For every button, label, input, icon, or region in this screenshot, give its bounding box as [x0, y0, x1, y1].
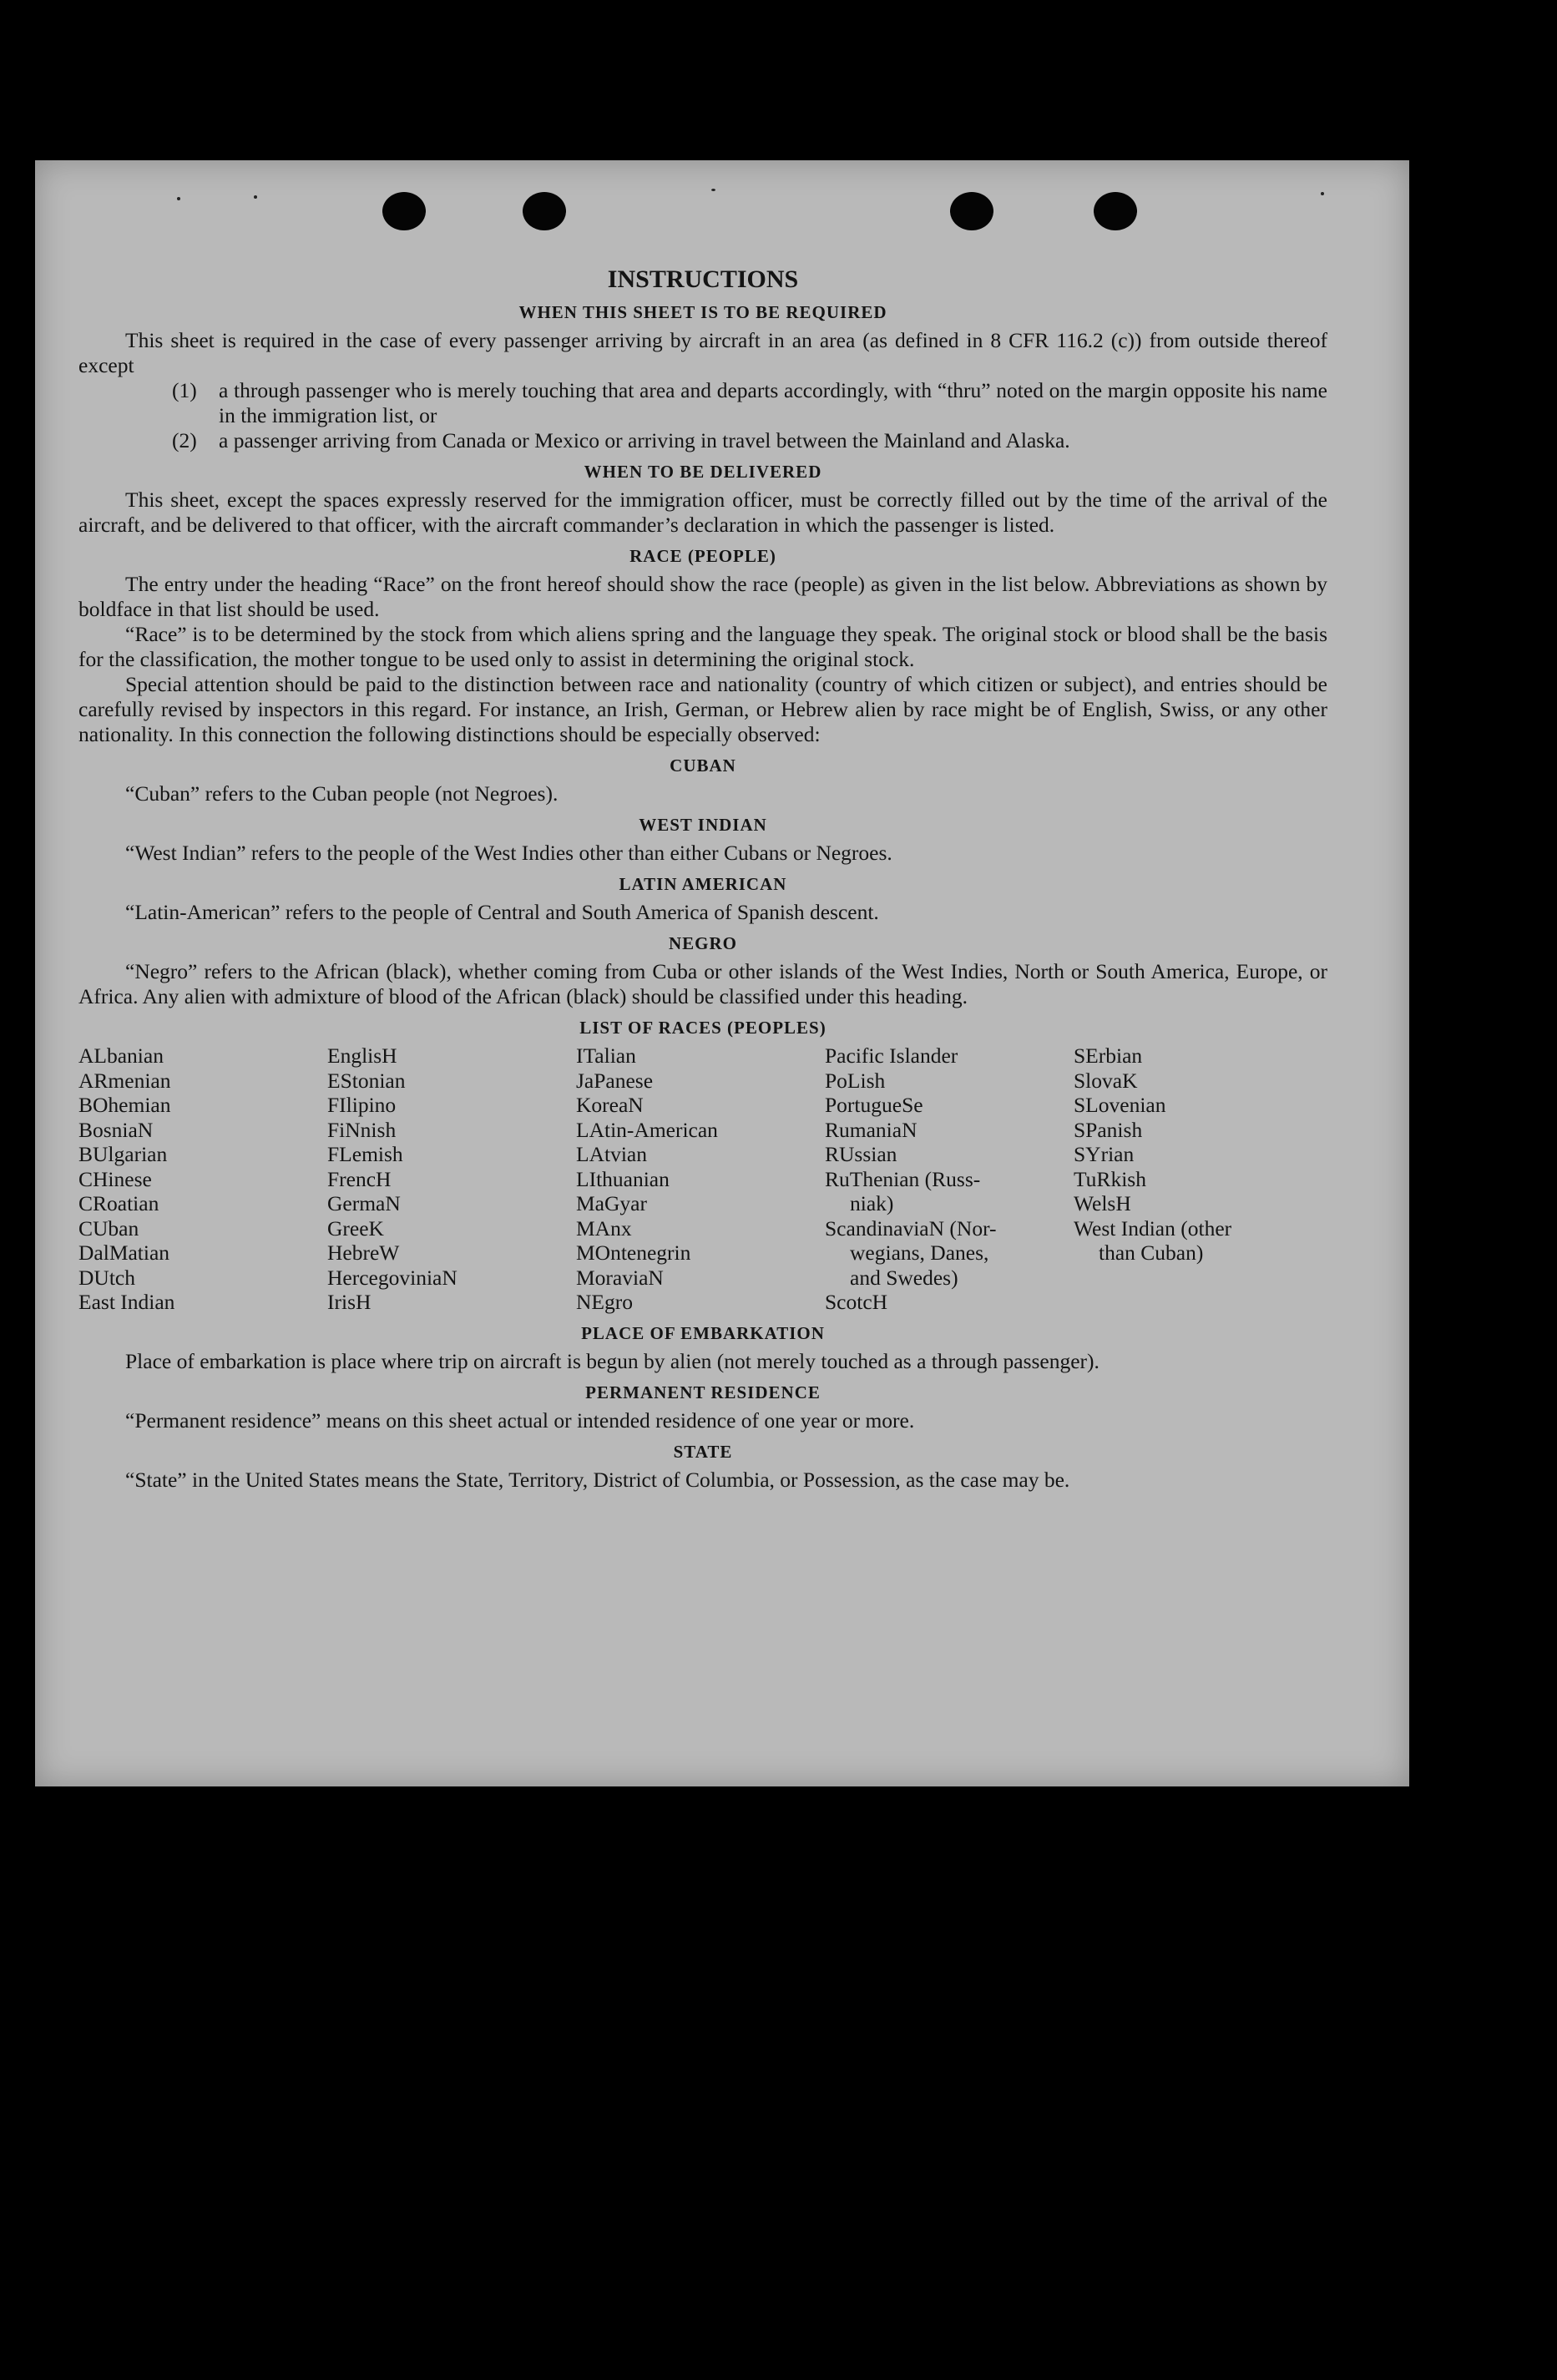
race-entry: BUlgarian — [78, 1142, 168, 1166]
race-entry: RuThenian (Russ- — [825, 1166, 981, 1191]
race-entry: ScotcH — [825, 1290, 888, 1314]
section-heading-when-required: WHEN THIS SHEET IS TO BE REQUIRED — [518, 302, 887, 322]
race-entry: LIthuanian — [576, 1166, 670, 1191]
race-column-3 — [576, 1043, 825, 1315]
race-entry: FrencH — [327, 1166, 392, 1191]
speck — [1321, 192, 1324, 195]
race-entry: CHinese — [78, 1166, 152, 1191]
document-sheet — [35, 160, 1409, 1786]
latin-american-text: “Latin-American” refers to the people of Central and South America of Spanish descent. — [125, 900, 879, 924]
page-title: INSTRUCTIONS — [607, 265, 799, 293]
race-column-5 — [1074, 1043, 1327, 1315]
race-entry: MoraviaN — [576, 1265, 664, 1290]
race-entry: EnglisH — [327, 1043, 397, 1068]
race-entry: RumaniaN — [825, 1117, 918, 1142]
race-entry: West Indian (other — [1074, 1215, 1232, 1241]
race-entry-continuation: and Swedes) — [850, 1265, 958, 1290]
race-entry: TuRkish — [1074, 1166, 1146, 1191]
race-column-4 — [825, 1043, 1074, 1315]
state-text: “State” in the United States means the State, Territory, District of Columbia, or Possession, as the case may be. — [125, 1467, 1070, 1492]
race-entry: PortugueSe — [825, 1093, 923, 1117]
race-entry: FLemish — [327, 1142, 403, 1166]
section-heading-list-of-races: LIST OF RACES (PEOPLES) — [579, 1018, 827, 1038]
section-heading-residence: PERMANENT RESIDENCE — [585, 1382, 821, 1402]
race-paragraph-2: “Race” is to be determined by the stock from which aliens spring and the language they speak. The original stock or blood shall be the basis for the classification, the mother tongue to be used only to assist in determining the original stock. — [78, 622, 1327, 671]
residence-text: “Permanent residence” means on this sheet actual or intended residence of one year or more. — [125, 1407, 915, 1433]
race-column-2 — [327, 1043, 576, 1315]
race-entry: BosniaN — [78, 1117, 154, 1142]
instructions-content — [78, 265, 1327, 1493]
race-entry: CRoatian — [78, 1191, 159, 1215]
when-required-intro: This sheet is required in the case of every passenger arriving by aircraft in an area (as defined in 8 CFR 116.2 (c)) from outside thereof except — [78, 328, 1327, 377]
race-entry: MaGyar — [576, 1191, 647, 1215]
race-entry-continuation: than Cuban) — [1099, 1241, 1204, 1265]
exception-number: (2) — [172, 428, 197, 452]
race-entry: MAnx — [576, 1215, 632, 1241]
race-entry: Pacific Islander — [825, 1043, 958, 1068]
punch-hole — [950, 192, 993, 230]
exception-item — [78, 428, 1327, 453]
race-entry: SErbian — [1074, 1043, 1143, 1068]
race-list — [78, 1043, 1327, 1315]
section-heading-state: STATE — [673, 1441, 733, 1462]
section-heading-embarkation: PLACE OF EMBARKATION — [581, 1322, 825, 1343]
race-entry: GreeK — [327, 1215, 384, 1241]
race-entry: SYrian — [1074, 1142, 1135, 1166]
race-entry: HebreW — [327, 1241, 400, 1265]
section-heading-race: RACE (PEOPLE) — [629, 546, 776, 566]
race-entry: BOhemian — [78, 1093, 171, 1117]
race-entry: KoreaN — [576, 1093, 644, 1117]
race-entry: SLovenian — [1074, 1093, 1166, 1117]
when-delivered-text: This sheet, except the spaces expressly reserved for the immigration officer, must be correctly filled out by the time of the arrival of the aircraft, and be delivered to that officer, with the aircraft commander’s declaration in which the passenger is listed. — [78, 488, 1327, 537]
speck — [254, 195, 257, 199]
race-column-1 — [78, 1043, 327, 1315]
west-indian-text: “West Indian” refers to the people of the West Indies other than either Cubans or Negroes. — [125, 841, 892, 865]
race-entry: EStonian — [327, 1068, 406, 1093]
exception-item — [78, 378, 1327, 428]
race-entry-continuation: niak) — [850, 1191, 894, 1215]
punch-hole — [523, 192, 566, 230]
race-paragraph-3: Special attention should be paid to the distinction between race and nationality (country of which citizen or subject), and entries should be carefully revised by inspectors in this regard. For instance, an Irish, German, or Hebrew alien by race might be of English, Swiss, or any other nationality. In this connection the following distinctions should be especially observed: — [78, 672, 1327, 746]
section-heading-negro: NEGRO — [668, 933, 737, 953]
race-entry: MOntenegrin — [576, 1241, 691, 1265]
speck — [177, 197, 180, 200]
race-entry: WelsH — [1074, 1191, 1131, 1215]
race-entry: ALbanian — [78, 1043, 164, 1068]
race-entry: FiNnish — [327, 1117, 397, 1142]
race-entry: ARmenian — [78, 1068, 171, 1093]
race-paragraph-1: The entry under the heading “Race” on the front hereof should show the race (people) as given in the list below. Abbreviations as shown by boldface in that list should be used. — [78, 572, 1327, 621]
race-entry: ScandinaviaN (Nor- — [825, 1215, 997, 1241]
race-entry: East Indian — [78, 1290, 175, 1314]
race-entry: CUban — [78, 1215, 139, 1241]
race-entry: JaPanese — [576, 1068, 654, 1093]
race-entry: DUtch — [78, 1265, 135, 1290]
race-entry: LAtin-American — [576, 1117, 718, 1142]
race-entry: PoLish — [825, 1068, 886, 1093]
race-entry: HercegoviniaN — [327, 1265, 457, 1290]
exception-text: a through passenger who is merely touching that area and departs accordingly, with “thru” noted on the margin opposite his name in the immigration list, or — [219, 378, 1327, 427]
race-entry: ITalian — [576, 1043, 636, 1068]
embarkation-text: Place of embarkation is place where trip on aircraft is begun by alien (not merely touched as a through passenger). — [125, 1348, 1100, 1373]
negro-text: “Negro” refers to the African (black), whether coming from Cuba or other islands of the West Indies, North or South America, Europe, or Africa. Any alien with admixture of blood of the African (black) should be classified under this heading. — [78, 959, 1327, 1008]
race-entry: GermaN — [327, 1191, 401, 1215]
punch-hole — [382, 192, 426, 230]
race-entry-continuation: wegians, Danes, — [850, 1241, 989, 1265]
section-heading-when-delivered: WHEN TO BE DELIVERED — [584, 462, 822, 482]
race-entry: RUssian — [825, 1142, 897, 1166]
race-entry: IrisH — [327, 1290, 372, 1314]
race-entry: NEgro — [576, 1290, 633, 1314]
exception-text: a passenger arriving from Canada or Mexico or arriving in travel between the Mainland and Alaska. — [219, 428, 1070, 452]
speck — [711, 189, 715, 191]
section-heading-cuban: CUBAN — [670, 755, 736, 776]
section-heading-west-indian: WEST INDIAN — [639, 815, 767, 835]
cuban-text: “Cuban” refers to the Cuban people (not Negroes). — [125, 781, 559, 806]
race-entry: SlovaK — [1074, 1068, 1138, 1093]
race-entry: SPanish — [1074, 1117, 1143, 1142]
section-heading-latin-american: LATIN AMERICAN — [619, 874, 787, 894]
race-entry: DalMatian — [78, 1241, 170, 1265]
race-entry: LAtvian — [576, 1142, 647, 1166]
exception-number: (1) — [172, 378, 197, 402]
race-entry: FIlipino — [327, 1093, 397, 1117]
punch-hole — [1094, 192, 1137, 230]
